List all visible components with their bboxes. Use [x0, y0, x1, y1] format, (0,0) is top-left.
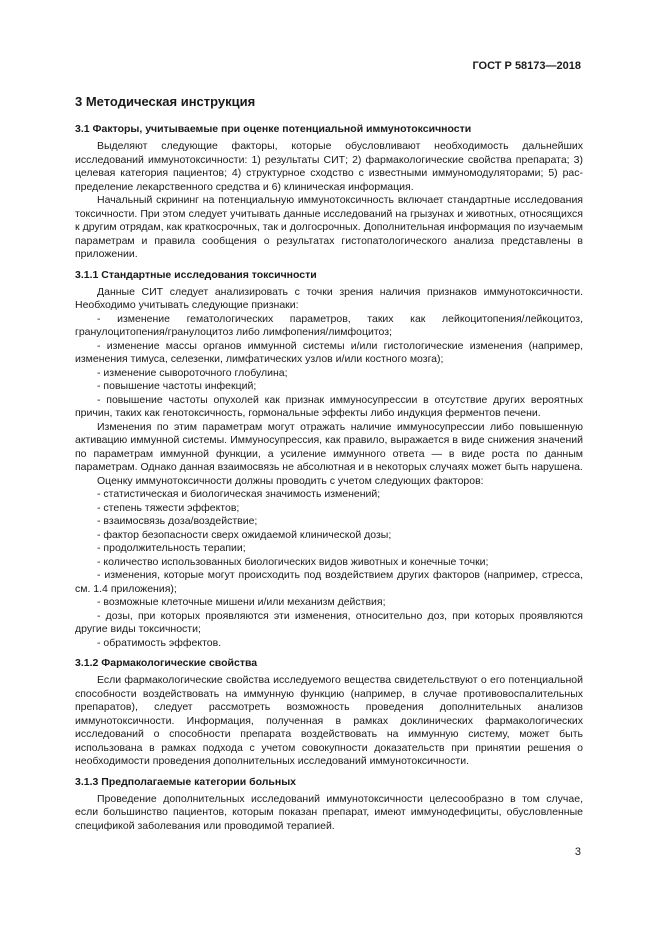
subsection-3-1-title: 3.1 Факторы, учитываемые при оценке потенциальной иммунотоксичности [75, 123, 472, 135]
list-item: - изменение массы органов иммунной системы и/или гистологические изменения (например, изменения тимуса, селезенки, лимфатических узлов и/или костного мозга); [75, 339, 583, 365]
page-number: 3 [574, 846, 581, 858]
list-item: - степень тяжести эффектов; [97, 501, 240, 514]
list-item: - изменения, которые могут происходить под воздействием других факторов (например, стресса, см. 1.4 приложения); [75, 569, 583, 595]
list-item: - обратимость эффектов. [97, 636, 222, 649]
list-item: - взаимосвязь доза/воздействие; [97, 515, 258, 527]
paragraph: Проведение дополнительных исследований иммунотоксичности целесообразно в том случае, если большинство пациентов, которым показан препарат, имеют иммунодефициты, обусловленные спецификой заболевания или проводимой терапией. [75, 792, 583, 832]
list-item: - продолжительность терапии; [97, 542, 246, 554]
paragraph: Если фармакологические свойства исследуемого вещества свидетельствуют о его потенциальной способности воздействовать на иммунную функцию (например, в случае противовоспалительных препаратов), следует рассмотреть возможность проведения дополнительных анализов иммунотоксичности. Информация, полученная в рамках доклинических фармакологических исследований о способности препарата воздействовать на иммунную систему, может быть использована в рамках подхода с учетом совокупности доказательств при принятии решения о необходимости проведения дополнительных исследований иммунотоксичности. [75, 674, 583, 767]
list-item: - изменение сывороточного глобулина; [97, 366, 288, 379]
signs-list [75, 313, 583, 421]
document-id: ГОСТ Р 58173—2018 [472, 60, 581, 72]
list-item: - возможные клеточные мишени и/или механизм действия; [97, 596, 386, 608]
subsection-3-1-3-title: 3.1.3 Предполагаемые категории больных [75, 775, 297, 788]
list-item: - статистическая и биологическая значимость изменений; [97, 488, 381, 500]
paragraph: Изменения по этим параметрам могут отражать наличие иммуносупрессии либо повышенную активацию иммунной системы. Иммуносупрессия, как правило, выражается в виде снижения значений по параметрам иммунной функции, а усиление иммунного ответа — в виде роста по данным параметрам. Однако данная взаимосвязь не абсолютная и в некоторых случаях может быть нарушена. [75, 420, 583, 473]
list-item: - дозы, при которых проявляются эти изменения, относительно доз, при которых проявляются другие виды токсичности; [75, 609, 583, 635]
paragraph: Данные СИТ следует анализировать с точки зрения наличия признаков иммунотоксичности. Необходимо учитывать следующие признаки: [75, 285, 583, 311]
paragraph: Оценку иммунотоксичности должны проводить с учетом следующих факторов: [97, 474, 484, 487]
list-item: - количество использованных биологических видов животных и конечные точки; [97, 555, 489, 568]
list-item: - фактор безопасности сверх ожидаемой клинической дозы; [97, 528, 392, 541]
list-item: - повышение частоты опухолей как признак иммуносупрессии в отсутствие других вероятных причин, таких как генотоксичность, гормональные эффекты либо индукция ферментов печени. [75, 393, 583, 419]
list-item: - изменение гематологических параметров, таких как лейкоцитопения/лейкоцитоз, гранулоцитопения/гранулоцитоз либо лимфопения/лимфоцитоз; [75, 312, 583, 338]
subsection-3-1-1-title: 3.1.1 Стандартные исследования токсичности [75, 268, 317, 281]
section-title: 3 Методическая инструкция [75, 94, 256, 109]
paragraph: Выделяют следующие факторы, которые обусловливают необходимость дальнейших исследований иммунотоксичности: 1) результаты СИТ; 2) фармакологические свойства препарата; 3) целевая категория пациентов; 4) структурное сходство с известными иммуномодуляторами; 5) рас-пределение лекарственного средства и 6) клиническая информация. [75, 140, 583, 193]
factors-list [75, 488, 583, 650]
subsection-3-1-2-title: 3.1.2 Фармакологические свойства [75, 657, 258, 669]
list-item: - повышение частоты инфекций; [97, 380, 257, 392]
document-body [75, 94, 583, 833]
paragraph: Начальный скрининг на потенциальную иммунотоксичность включает стандартные исследования токсичности. При этом следует учитывать данные исследований на грызунах и животных, относящихся к другим отрядам, как краткосрочных, так и долгосрочных. Дополнительная информация по изучаемым параметрам и правила сообщения о результатах гистопатологического анализа представлены в приложении. [75, 194, 583, 260]
